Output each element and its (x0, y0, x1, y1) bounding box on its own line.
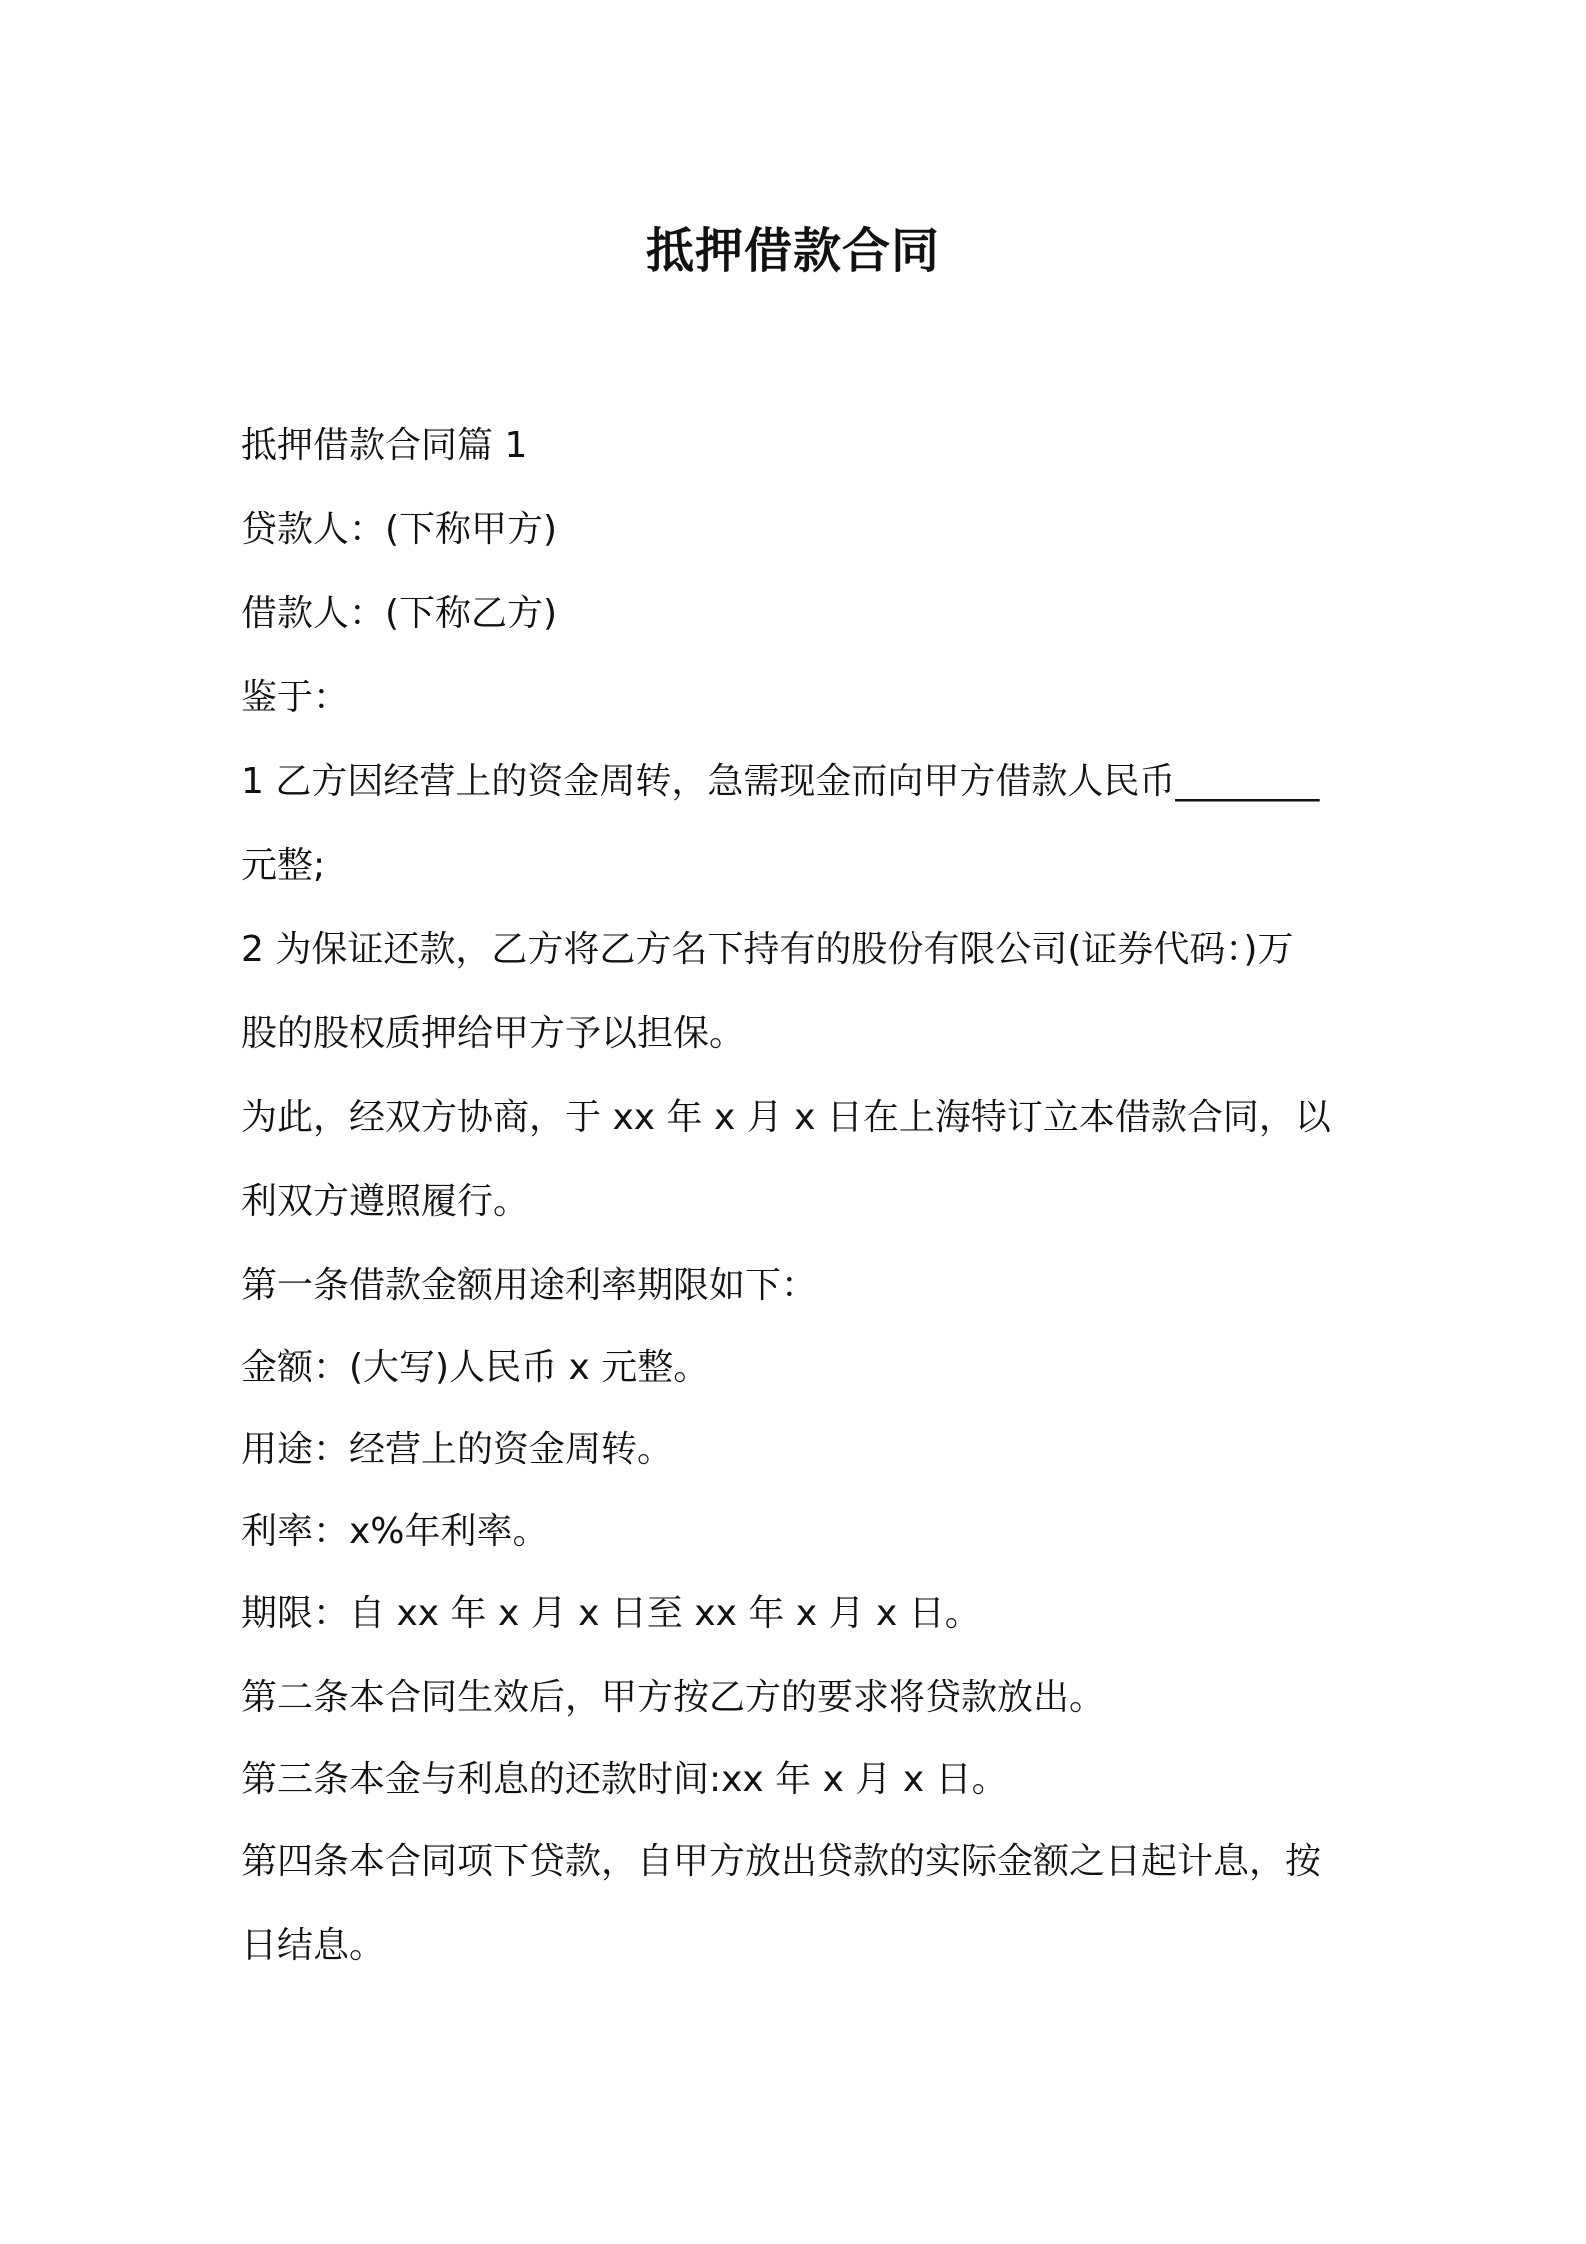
paragraph-therefore (241, 1076, 1361, 1244)
paragraph-borrower (241, 572, 1361, 656)
document-title: 抵押借款合同 (645, 223, 940, 279)
paragraph-lender (241, 488, 1361, 572)
text-line: 股的股权质押给甲方予以担保。 (241, 1013, 746, 1054)
document-body (241, 404, 1361, 1988)
text-line: 用途：经营上的资金周转。 (241, 1429, 674, 1470)
paragraph-term (241, 1572, 1361, 1656)
paragraph-amount (241, 1328, 1361, 1408)
text-line: 利双方遵照履行。 (241, 1181, 530, 1222)
text-line: 金额：(大写)人民币 x 元整。 (241, 1347, 710, 1388)
text-line: 利率：x%年利率。 (241, 1511, 549, 1552)
text-line: 抵押借款合同篇 1 (241, 425, 528, 466)
text-line: 第一条借款金额用途利率期限如下： (241, 1265, 818, 1306)
paragraph-item-2 (241, 908, 1361, 1076)
paragraph-article-1 (241, 1244, 1361, 1328)
text-line: 2 为保证还款，乙方将乙方名下持有的股份有限公司(证券代码：)万 (241, 929, 1294, 970)
text-line: 贷款人：(下称甲方) (241, 509, 558, 550)
text-line: 元整; (241, 845, 326, 886)
text-line: 期限：自 xx 年 x 月 x 日至 xx 年 x 月 x 日。 (241, 1593, 981, 1634)
text-line: 日结息。 (241, 1925, 386, 1966)
paragraph-rate (241, 1492, 1361, 1572)
paragraph-article-4 (241, 1820, 1361, 1988)
paragraph-whereas (241, 656, 1361, 740)
paragraph-purpose (241, 1408, 1361, 1492)
paragraph-article-3 (241, 1740, 1361, 1820)
text-line: 第四条本合同项下贷款，自甲方放出贷款的实际金额之日起计息，按 (241, 1841, 1322, 1882)
text-line: 1 乙方因经营上的资金周转，急需现金而向甲方借款人民币________ (241, 761, 1320, 802)
paragraph-item-1 (241, 740, 1361, 908)
paragraph-heading (241, 404, 1361, 488)
text-line: 为此，经双方协商，于 xx 年 x 月 x 日在上海特订立本借款合同，以 (241, 1097, 1331, 1138)
text-line: 借款人：(下称乙方) (241, 593, 558, 634)
text-line: 第三条本金与利息的还款时间:xx 年 x 月 x 日。 (241, 1759, 1008, 1800)
paragraph-article-2 (241, 1656, 1361, 1740)
text-line: 鉴于： (241, 677, 350, 718)
text-line: 第二条本合同生效后，甲方按乙方的要求将贷款放出。 (241, 1677, 1106, 1718)
